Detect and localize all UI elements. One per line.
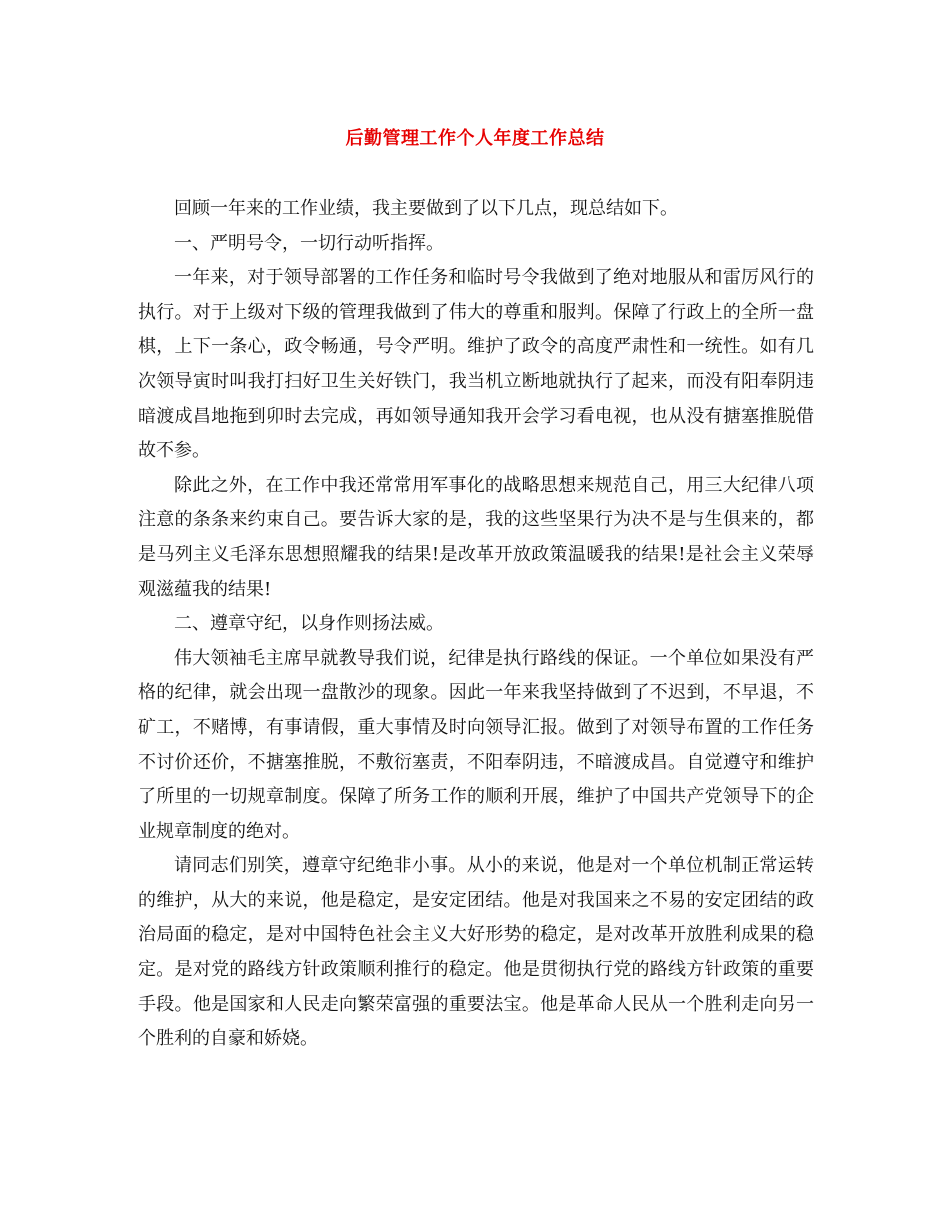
document-body: [138, 192, 814, 1057]
section-heading-1: 一、严明号令，一切行动听指挥。: [174, 232, 444, 254]
paragraph-intro: 回顾一年来的工作业绩，我主要做到了以下几点，现总结如下。: [174, 198, 678, 219]
paragraph: 伟大领袖毛主席早就教导我们说，纪律是执行路线的保证。一个单位如果没有严格的纪律，就会出现一盘散沙的现象。因此一年来我坚持做到了不迟到，不早退，不矿工，不赌博，有事请假，重大事情及时向领导汇报。做到了对领导布置的工作任务不讨价还价，不搪塞推脱，不敷衍塞责，不阳奉阴违，不暗渡成昌。自觉遵守和维护了所里的一切规章制度。保障了所务工作的顺利开展，维护了中国共产党领导下的企业规章制度的绝对。: [138, 647, 814, 842]
document-title: 后勤管理工作个人年度工作总结: [345, 128, 605, 149]
paragraph: 请同志们别笑，遵章守纪绝非小事。从小的来说，他是对一个单位机制正常运转的维护，从大的来说，他是稳定，是安定团结。他是对我国来之不易的安定团结的政治局面的稳定，是对中国特色社会主义大好形势的稳定，是对改革开放胜利成果的稳定。是对党的路线方针政策顺利推行的稳定。他是贯彻执行党的路线方针政策的重要手段。他是国家和人民走向繁荣富强的重要法宝。他是革命人民从一个胜利走向另一个胜利的自豪和娇娆。: [138, 855, 814, 1050]
paragraph: 除此之外，在工作中我还常常用军事化的战略思想来规范自己，用三大纪律八项注意的条条来约束自己。要告诉大家的是，我的这些坚果行为决不是与生俱来的，都是马列主义毛泽东思想照耀我的结果!是改革开放政策温暖我的结果!是社会主义荣辱观滋蕴我的结果!: [138, 474, 814, 600]
paragraph: 一年来，对于领导部署的工作任务和临时号令我做到了绝对地服从和雷厉风行的执行。对于上级对下级的管理我做到了伟大的尊重和服判。保障了行政上的全所一盘棋，上下一条心，政令畅通，号令严明。维护了政令的高度严肃性和一统性。如有几次领导寅时叫我打扫好卫生关好铁门，我当机立断地就执行了起来，而没有阳奉阴违暗渡成昌地拖到卯时去完成，再如领导通知我开会学习看电视，也从没有搪塞推脱借故不参。: [138, 267, 814, 462]
section-heading-2: 二、遵章守纪，以身作则扬法威。: [174, 613, 444, 635]
